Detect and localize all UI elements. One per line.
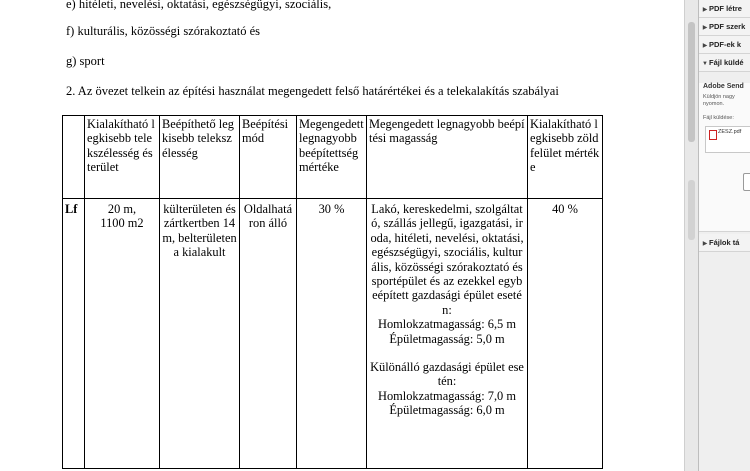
- list-item-e: e) hitéleti, nevelési, oktatási, egészségügyi, szociális,: [66, 0, 332, 11]
- pdf-file-icon: [709, 130, 717, 140]
- chevron-right-icon: ▶: [702, 7, 708, 13]
- building-height-2: Épületmagasság: 6,0 m: [389, 403, 505, 418]
- list-item-g: g) sport: [66, 54, 105, 68]
- table-row: [63, 199, 603, 469]
- attached-file-name: ZESZ.pdf: [718, 129, 742, 135]
- tools-panel: [698, 0, 750, 471]
- list-item-f: f) kulturális, közösségi szórakoztató és: [66, 24, 261, 38]
- section-paragraph: 2. Az övezet telkein az építési használat megengedett felső határértékei és a telekalakítás szabályai: [66, 84, 559, 98]
- buildable-width-cell: külterületen és zártkertben 14 m, belterületen a kialakult: [160, 199, 240, 469]
- header-cell-buildable-width: Beépíthető legkisebb telekszélesség: [160, 116, 240, 199]
- chevron-right-icon: ▶: [702, 25, 708, 31]
- height-description: Lakó, kereskedelmi, szolgáltató, szállás jellegű, igazgatási, iroda, hitéleti, nevelési, oktatási, egészségügyi, szociális, kulturális, közösségi szórakoztató és sportépület és az ezekkel egybeépített gazdasági épület esetén:: [370, 202, 524, 317]
- header-cell-min-plot: Kialakítható legkisebb telekszélesség és terület: [85, 116, 160, 199]
- header-cell-building-mode: Beépítési mód: [240, 116, 297, 199]
- send-section-title: Adobe Send: [703, 83, 744, 90]
- table-header-row: [63, 116, 603, 199]
- header-cell-max-height: Megengedett legnagyobb beépítési magasság: [367, 116, 528, 199]
- building-height-1: Épületmagasság: 5,0 m: [389, 331, 505, 346]
- panel-item-files[interactable]: ▶ Fájlok tá: [699, 234, 750, 252]
- file-send-label: Fájl küldése:: [703, 115, 734, 121]
- building-mode-cell: Oldalhatáron álló: [240, 199, 297, 469]
- facade-height-2: Homlokzatmagasság: 7,0 m: [378, 388, 516, 403]
- send-button[interactable]: [743, 173, 750, 191]
- scrollbar-thumb[interactable]: [688, 22, 695, 142]
- facade-height-1: Homlokzatmagasság: 6,5 m: [378, 317, 516, 332]
- header-cell-green-area: Kialakítható legkisebb zöldfelület mértéke: [528, 116, 603, 199]
- panel-item-pdf-combine[interactable]: ▶ PDF-ek k: [699, 36, 750, 54]
- scrollbar-track-segment: [688, 180, 695, 240]
- height-description-2: Különálló gazdasági épület esetén:: [370, 360, 524, 389]
- send-description-line-1: Küldjön nagy: [703, 94, 735, 100]
- min-plot-area: 1100 m2: [100, 216, 144, 231]
- panel-item-pdf-edit[interactable]: ▶ PDF szerk: [699, 18, 750, 36]
- min-plot-cell: [85, 199, 160, 469]
- header-cell-coverage: Megengedett legnagyobb beépítettség mértéke: [297, 116, 367, 199]
- document-scrollbar[interactable]: [684, 0, 699, 471]
- min-plot-width: 20 m,: [107, 202, 137, 216]
- chevron-down-icon: ▼: [702, 61, 708, 67]
- send-file-section: [699, 83, 750, 232]
- green-area-cell: 40 %: [528, 199, 603, 469]
- max-height-cell: [367, 199, 528, 469]
- chevron-right-icon: ▶: [702, 241, 708, 247]
- zone-code: Lf: [63, 199, 85, 469]
- coverage-cell: 30 %: [297, 199, 367, 469]
- header-cell-zone: [63, 116, 85, 199]
- panel-item-pdf-create[interactable]: ▶ PDF létre: [699, 0, 750, 18]
- send-description-line-2: nyomon.: [703, 101, 725, 107]
- chevron-right-icon: ▶: [702, 43, 708, 49]
- attached-file-box[interactable]: [705, 126, 750, 153]
- regulation-table: [62, 115, 603, 469]
- panel-item-send-file[interactable]: ▼Fájl küldé: [699, 54, 750, 72]
